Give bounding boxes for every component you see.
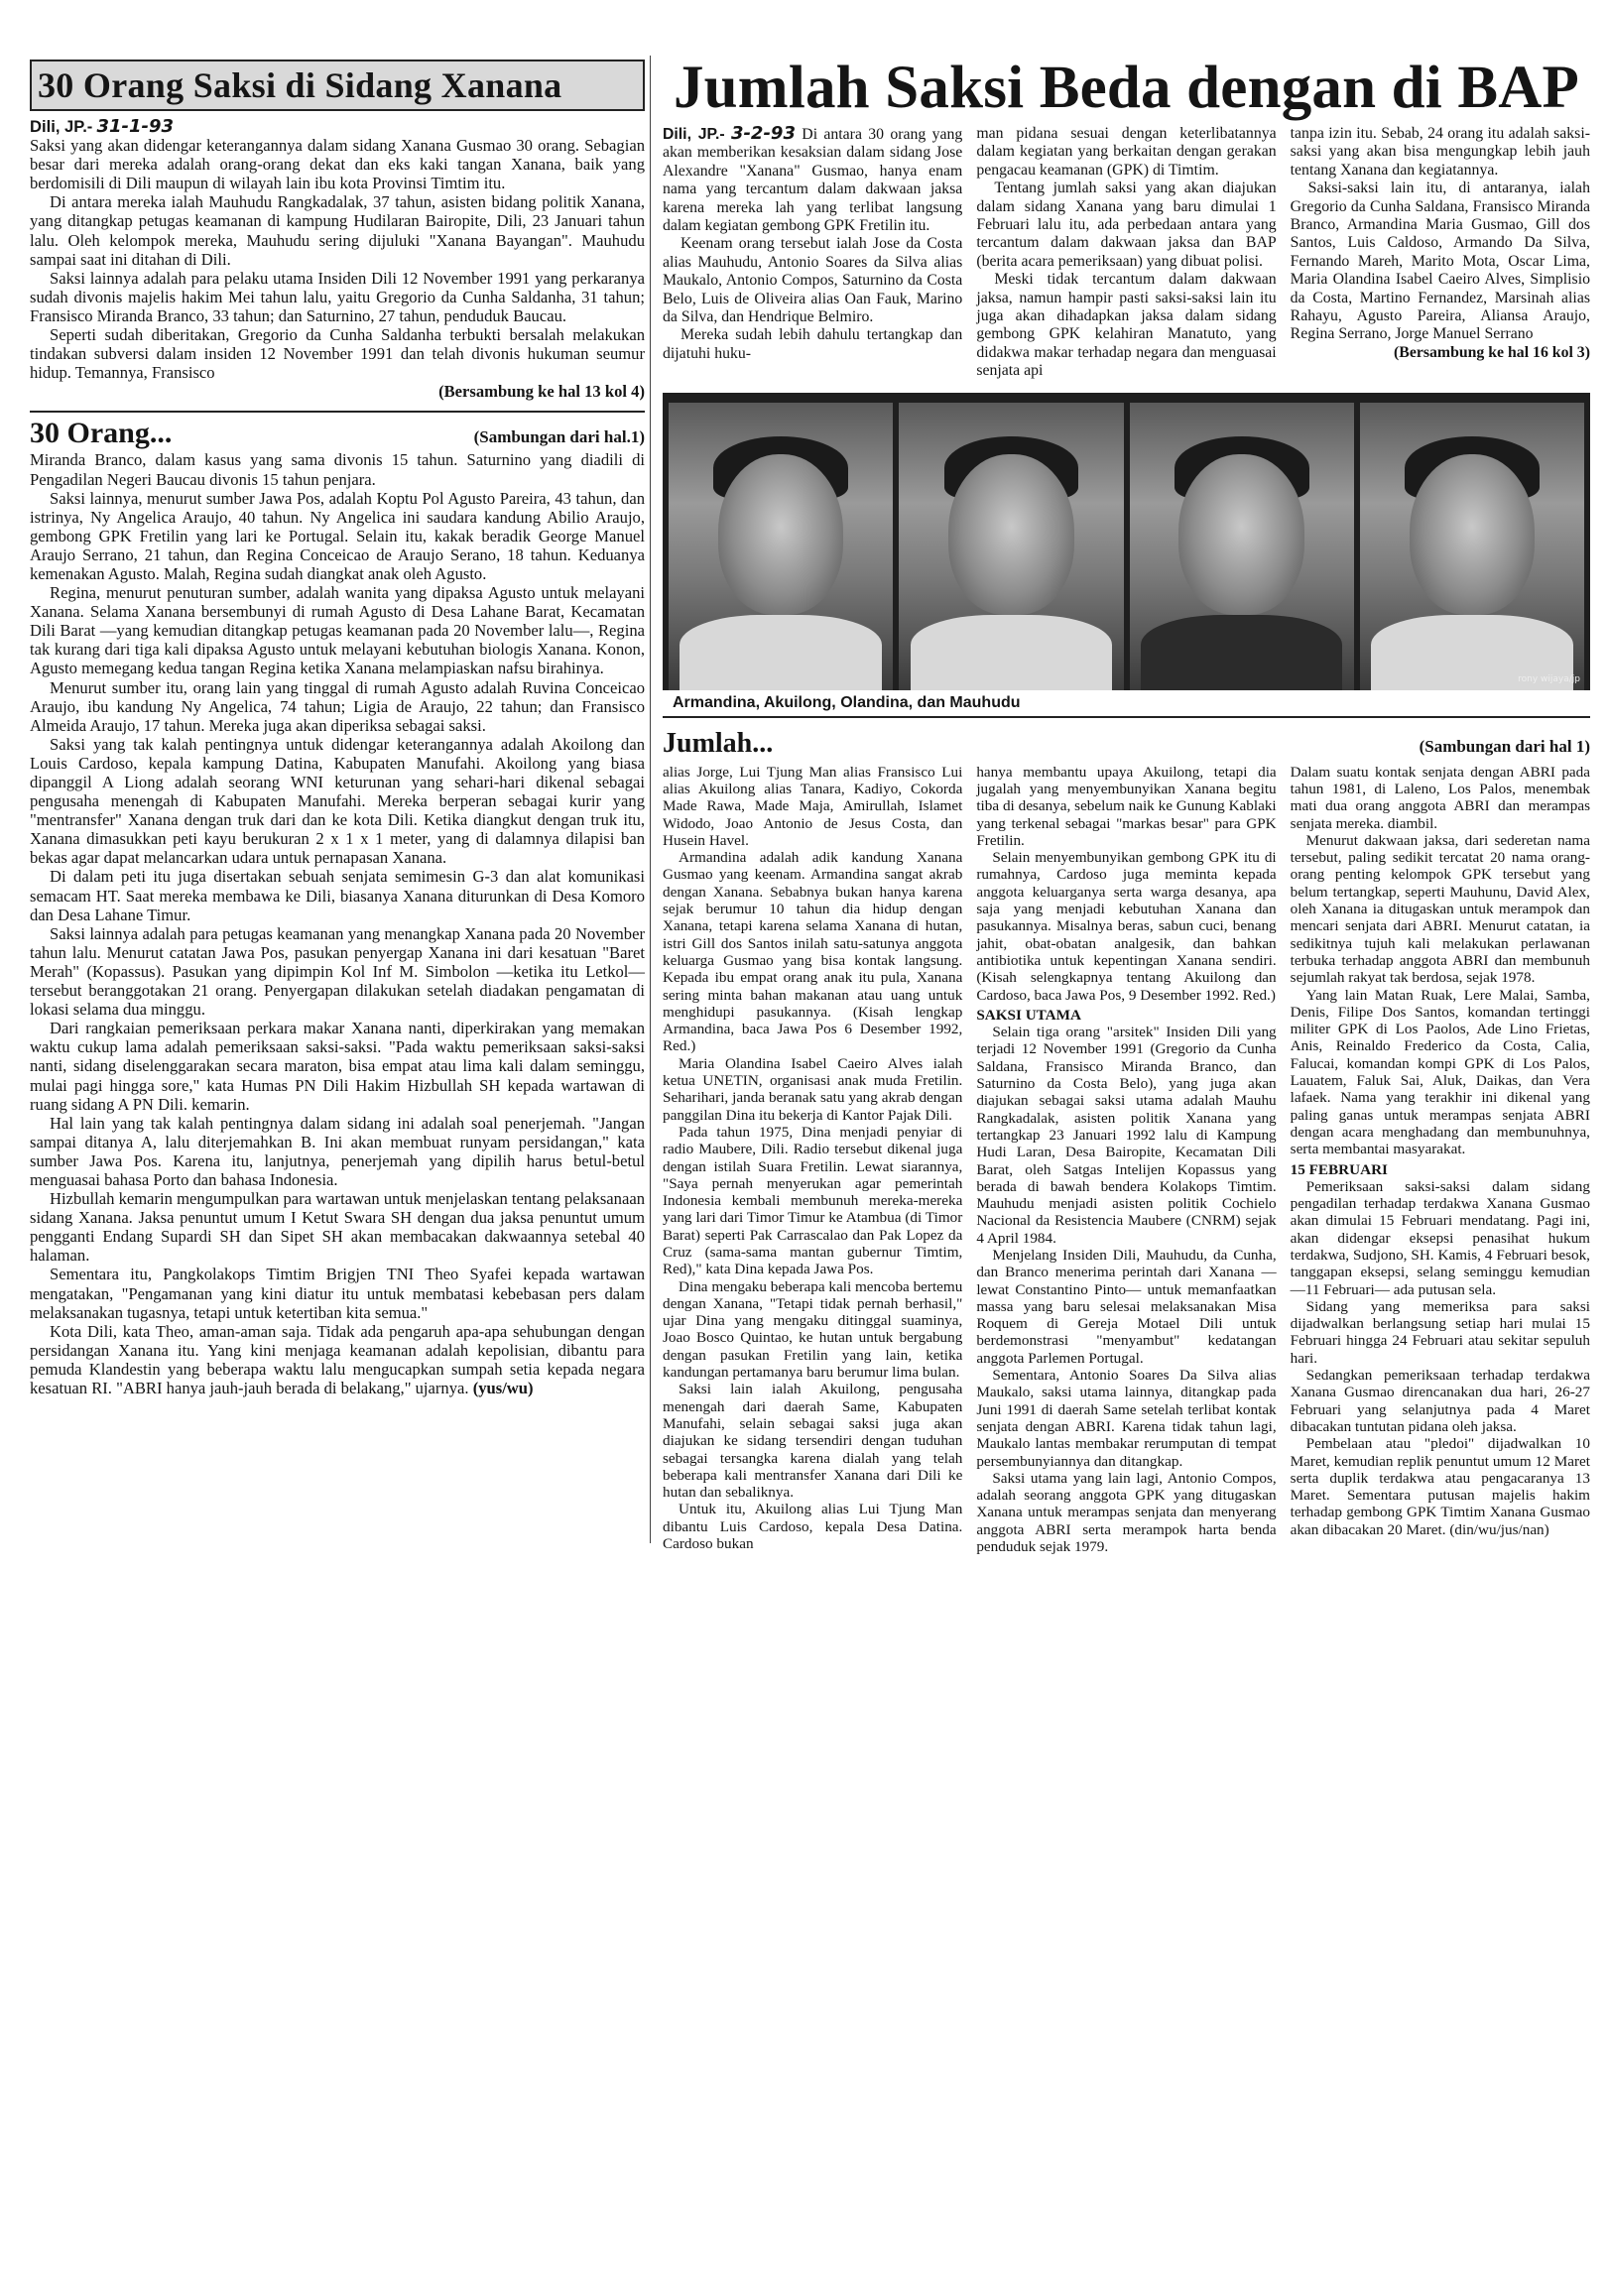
right-paragraph: Mereka sudah lebih dahulu tertangkap dan dijatuhi huku- xyxy=(663,326,963,362)
right-lead-column-1 xyxy=(663,125,962,381)
right-cont-paragraph: Pada tahun 1975, Dina menjadi penyiar di radio Maubere, Dili. Radio tersebut dikenal juga dengan istilah Suara Fretilin. Lewat siarannya, "Saya pernah menyerukan agar pemerintah Indonesia kembali membunuh mereka-mereka yang lari dari Timor Timur ke Atambua (di Timor Barat) seperti Pak Carrascalao dan Pak Lopez da Cruz (sama-sama mantan gubernur Timtim, Red)," kata Dina kepada Jawa Pos. xyxy=(663,1123,963,1278)
right-continued-note: (Bersambung ke hal 16 kol 3) xyxy=(1394,343,1590,361)
right-clipping xyxy=(663,56,1590,1555)
right-continuation-title: Jumlah... xyxy=(663,727,774,759)
left-continuation-body xyxy=(30,450,645,1397)
left-cont-paragraph: Regina, menurut penuturan sumber, adalah wanita yang dipaksa Agusto untuk melayani Xanana. Selama Xanana bersembunyi di rumah Agusto di Desa Lahane Barat, Kecamatan Dili Barat —yang kemudian ditangkap petugas keamanan pada 20 November lalu—, Regina tak kurang dari tiga kali dipaksa Agusto untuk melayani kebutuhan biologis Xanana. Konon, Agusto memegang kedua tangan Regina ketika Xanana melampiaskan nafsu birahinya. xyxy=(30,583,645,678)
left-cont-paragraph xyxy=(30,1322,645,1397)
portrait-akuilong xyxy=(899,403,1123,690)
right-cont-paragraph: Untuk itu, Akuilong alias Lui Tjung Man dibantu Luis Cardoso, kepala Desa Datina. Cardoso bukan xyxy=(663,1501,963,1553)
left-cont-paragraph: Di dalam peti itu juga disertakan sebuah senjata semimesin G-3 dan alat komunikasi semacam HT. Saat mereka membawa ke Dili, biasanya Xanana diturunkan di Desa Komoro dan Desa Lahane Timur. xyxy=(30,867,645,924)
news-photo xyxy=(663,393,1590,690)
left-cont-paragraph: Saksi lainnya, menurut sumber Jawa Pos, adalah Koptu Pol Agusto Pareira, 43 tahun, dan istrinya, Ny Angelica Araujo, 40 tahun. Ny Angelica ini saudara kandung Abilio Araujo, gembong GPK Fretilin yang lari ke Portugal. Selain itu, kakak beradik George Manuel Araujo Serrano, 21 tahun, dan Regina Conceicao de Araujo Serano, 18 tahun. Keduanya kemenakan Agusto. Malah, Regina sudah diangkat anak oleh Agusto. xyxy=(30,488,645,583)
left-cont-paragraph-text: Kota Dili, kata Theo, aman-aman saja. Tidak ada pengaruh apa-apa sehubungan dengan persidangan Xanana itu. Yang kini menjaga keamanan adalah kepolisian, dibantu para pemuda Klandestin yang beberapa waktu lalu mengucapkan sumpah setia kepada negara kesatuan RI. "ABRI hanya jauh-jauh berada di belakang," ujarnya. xyxy=(30,1321,645,1397)
section-subhead: 15 FEBRUARI xyxy=(1290,1160,1388,1178)
left-cont-paragraph: Hizbullah kemarin mengumpulkan para wartawan untuk menjelaskan tentang pelaksanaan sidang Xanana. Jaksa penuntut umum I Ketut Swara SH dengan dua jaksa penuntut umum pengganti Endang Supardi SH dan Sipet SH akan membacakan dakwaannya setebal 40 halaman. xyxy=(30,1189,645,1266)
right-paragraph xyxy=(663,125,962,235)
right-paragraph: Tentang jumlah saksi yang akan diajukan dalam sidang Xanana yang baru dimulai 1 Februari lalu itu, ada perbedaan antara yang tercantum dalam dakwaan jaksa dan BAP (berita acara pemeriksaan) yang dibuat polisi. xyxy=(976,180,1277,270)
right-cont-column-3 xyxy=(1291,764,1590,1556)
right-cont-paragraph: Sedangkan pemeriksaan terhadap terdakwa Xanana Gusmao direncanakan dua hari, 26-27 Februari yang selanjutnya pada 4 Maret dibacakan tuntutan pidana oleh jaksa. xyxy=(1290,1367,1590,1435)
left-headline: 30 Orang Saksi di Sidang Xanana xyxy=(30,60,645,111)
left-paragraph: Di antara mereka ialah Mauhudu Rangkadalak, 37 tahun, asisten bidang politik Xanana, yang ditangkap petugas keamanan di kampung Hudilaran Bairopite, Dili, 23 Januari tahun lalu. Oleh kelompok mereka, Mauhudu sering dijuluki "Xanana Bayangan". Mauhudu sampai saat ini ditahan di Dili. xyxy=(30,192,645,269)
right-cont-paragraph: Selain menyembunyikan gembong GPK itu di rumahnya, Cardoso juga meminta kepada anggota keluarganya serta warga desanya, apa saja yang menjadi kebutuhan Xanana dan pasukannya. Misalnya beras, sabun cuci, benang jahit, obat-obatan analgesik, dan bahkan antibiotika untuk kepentingan Xanana sendiri. (Kisah selengkapnya tentang Akuilong dan Cardoso, baca Jawa Pos, 9 Desember 1992. Red.) xyxy=(976,849,1277,1004)
left-cont-paragraph: Saksi yang tak kalah pentingnya untuk didengar keterangannya adalah Akoilong dan Louis Cardoso, kepala kampung Datina, Kabupaten Manufahi. Akoilong yang biasa dipanggil A Liong adalah seorang WNI keturunan yang sehari-hari dikenal sebagai pengusaha menengah di Kabupaten Manufahi. Mereka berperan sebagai kurir yang "mentransfer" Xanana dengan truk dari dan ke kota Dili. Ketika diangkut dengan truk itu, Xanana dimasukkan peti kayu berukuran 2 x 1 x 1 meter, yang di dalamnya dilapisi ban bekas agar dapat melancarkan udara untuk pernapasan Xanana. xyxy=(30,734,645,868)
right-headline: Jumlah Saksi Beda dengan di BAP xyxy=(673,55,1579,121)
right-paragraph: Saksi-saksi lain itu, di antaranya, ialah Gregorio da Cunha Saldana, Fransisco Miranda Branco, Armandina Maria Gusmao, Gill dos Santos, Luis Caldoso, Armando Da Silva, Fernando Mareh, Marito Mota, Oscar Lima, Maria Olandina Isabel Caeiro Alves, Simplisio da Costa, Martino Fernandez, Marsinah alias Rahayu, Agusto Pareira, Aliansa Araujo, Regina Serrano, Jorge Manuel Serrano xyxy=(1290,180,1590,343)
right-cont-paragraph: Menurut dakwaan jaksa, dari sederetan nama tersebut, paling sedikit tercatat 20 nama orang-orang penting kelompok GPK tersebut yang belum tertangkap, seperti Mauhunu, David Alex, oleh Xanana ia ditugaskan untuk merampok dan mencari senjata dari ABRI. Menurut catatan, ia sedikitnya tujuh kali melakukan perlawanan terbuka terhadap anggota ABRI dan membunuh sejumlah rakyat tak berdosa, sejak 1978. xyxy=(1290,831,1590,987)
right-cont-column-1 xyxy=(663,764,962,1556)
right-cont-paragraph: Sementara, Antonio Soares Da Silva alias Maukalo, saksi utama lainnya, ditangkap pada Juni 1991 di daerah Same setelah terlibat kontak senjata dengan ABRI. Karena tidak tahun lagi, Maukalo lantas membakar rerumputan di tempat persembunyiannya dan ditangkap. xyxy=(976,1367,1277,1470)
photo-credit: rony wijaya/jp xyxy=(1518,673,1580,684)
left-clipping xyxy=(30,60,645,1397)
section-subhead: SAKSI UTAMA xyxy=(976,1006,1081,1024)
right-paragraph: tanpa izin itu. Sebab, 24 orang itu adalah saksi-saksi yang akan bisa mengungkap lebih jauh tentang Xanana dan kegiatannya. xyxy=(1290,125,1590,179)
right-dateline: Dili, JP.- xyxy=(663,126,725,143)
right-paragraph: man pidana sesuai dengan keterlibatannya dalam kegiatan yang berkaitan dengan gerakan pengacau keamanan (GPK) di Timtim. xyxy=(976,125,1277,179)
right-continuation-header xyxy=(663,728,1590,760)
left-paragraph-text: Saksi yang akan didengar keterangannya dalam sidang Xanana Gusmao 30 orang. Sebagian besar dari mereka adalah orang-orang dekat dan eks kaki tangan Xanana, baik yang berdomisili di Dili maupun di wilayah lain ibu kota Provinsi Timtim itu. xyxy=(30,136,645,193)
right-cont-paragraph: alias Jorge, Lui Tjung Man alias Fransisco Lui alias Akuilong alias Tanara, Kadiyo, Cokorda Made Rawa, Made Maja, Amirullah, Islamet Widodo, Joao Antonio de Jesus Costa, dan Husein Havel. xyxy=(663,763,963,849)
left-paragraph xyxy=(30,117,645,192)
portrait-armandina xyxy=(669,403,893,690)
left-continuation-title: 30 Orang... xyxy=(30,417,173,450)
left-cont-paragraph: Hal lain yang tak kalah pentingnya dalam sidang ini adalah soal penerjemah. "Jangan sampai ditanya A, lalu diterjemahkan B. Ini akan membuat runyam persidangan," kata sumber Jawa Pos. Karena itu, lanjutnya, penerjemah yang dipilih harus betul-betul menguasai bahasa Porto dan bahasa Indonesia. xyxy=(30,1113,645,1189)
left-handwritten-date: 31-1-93 xyxy=(96,116,175,137)
left-cont-paragraph: Menurut sumber itu, orang lain yang tinggal di rumah Agusto adalah Ruvina Conceicao Araujo, ibu kandung Ny Angelica, 74 tahun; Ligia de Araujo, 22 tahun; dan Fransisco Almeida Araujo, 17 tahun. Mereka juga akan diperiksa sebagai saksi. xyxy=(30,677,645,735)
photo-caption: Armandina, Akuilong, Olandina, dan Mauhudu xyxy=(663,690,1590,718)
left-cont-paragraph: Sementara itu, Pangkolakops Timtim Brigjen TNI Theo Syafei kepada wartawan mengatakan, "Pengamanan yang kini diatur itu untuk membatasi kebebasan pers dalam melaksanakan tugasnya, tetapi untuk ketertiban kita semua." xyxy=(30,1265,645,1322)
left-continuation-header xyxy=(30,411,645,450)
right-cont-paragraph: Dina mengaku beberapa kali mencoba bertemu dengan Xanana, "Tetapi tidak pernah berhasil," ujar Dina yang mengaku ditinggal suaminya, Joao Bosco Quintao, ke hutan untuk bergabung dengan pasukan Fretilin yang lain, ketika kandungan pertamanya baru berumur lima bulan. xyxy=(663,1277,963,1382)
right-cont-paragraph: Selain tiga orang "arsitek" Insiden Dili yang terjadi 12 November 1991 (Gregorio da Cunha Saldana, Fransisco Miranda Branco, dan Saturnino da Costa Belo), yang juga akan diajukan sebagai saksi utama adalah Mauhu Rangkadalak, asisten politik Xanana yang tertangkap 23 Januari 1992 lalu di Kampung Hudi Laran, Desa Bairopite, Kecamatan Dili Barat, oleh Satgas Intelijen Kopassus yang berada di bawah bendera Kolakops Timtim. Mauhudu menjadi asisten politik Cochielo Nacional da Resistencia Maubere (CNRM) sejak 4 April 1984. xyxy=(976,1024,1277,1247)
right-lead-column-3 xyxy=(1291,125,1590,381)
right-cont-paragraph: Menjelang Insiden Dili, Mauhudu, da Cunha, dan Branco menerima perintah dari Xanana —lewat Constantino Pinto— untuk memanfaatkan massa yang baru selesai melaksanakan Misa Roquem di Gereja Motael Dili untuk berdemonstrasi "menyambut" kedatangan anggota Parlemen Portugal. xyxy=(976,1247,1277,1367)
right-paragraph-text: Di antara 30 orang yang akan memberikan kesaksian dalam sidang Jose Alexandre "Xanana" Gusmao, hanya enam nama yang tercantum dalam dakwaan jaksa karena mereka lah yang terlibat langsung dalam kegiatan gembong GPK Fretilin itu. xyxy=(663,126,963,235)
left-dateline: Dili, JP.- xyxy=(30,117,93,136)
column-divider xyxy=(650,56,651,1543)
right-cont-paragraph: Dalam suatu kontak senjata dengan ABRI pada tahun 1981, di Laleno, Los Palos, menembak mati dua orang anggota ABRI dan merampas senjata mereka. diambil. xyxy=(1290,763,1590,832)
portrait-olandina xyxy=(1130,403,1354,690)
right-cont-paragraph: Pemeriksaan saksi-saksi dalam sidang pengadilan terhadap terdakwa Xanana Gusmao akan dimulai 15 Februari mendatang. Pagi ini, akan didengar eksepsi penasihat hukum terdakwa, Sudjono, SH. Kamis, 4 Februari besok, tanggapan eksepsi, selang seminggu kemudian —11 Februari— ada putusan sela. xyxy=(1290,1177,1590,1298)
right-paragraph: Keenam orang tersebut ialah Jose da Costa alias Mauhudu, Antonio Soares da Silva alias Maukalo, Antonio Compos, Saturnino da Costa Belo, Luis de Oliveira alias Oan Fauk, Marino da Silva, dan Hendrique Belmiro. xyxy=(663,235,963,326)
right-cont-paragraph: Sidang yang memeriksa para saksi dijadwalkan berlangsung setiap hari mulai 15 Februari hingga 24 Februari atau sekitar sepuluh hari. xyxy=(1290,1297,1590,1367)
right-continuation-columns xyxy=(663,764,1590,1556)
right-cont-paragraph: Maria Olandina Isabel Caeiro Alves ialah ketua UNETIN, organisasi anak muda Fretilin. Seharihari, janda beranak satu yang akrab dengan panggilan Dina itu bekerja di Kantor Pajak Dili. xyxy=(663,1054,963,1124)
left-continued-note: (Bersambung ke hal 13 kol 4) xyxy=(438,382,645,402)
right-cont-paragraph: Saksi utama yang lain lagi, Antonio Compos, adalah seorang anggota GPK yang ditugaskan Xanana untuk merampas senjata dan menyerang anggota ABRI serta merampok harta benda penduduk sejak 1979. xyxy=(976,1469,1277,1556)
right-lead-column-2 xyxy=(976,125,1276,381)
left-continuation-from: (Sambungan dari hal.1) xyxy=(473,427,645,447)
left-article-body xyxy=(30,117,645,401)
right-cont-paragraph: Armandina adalah adik kandung Xanana Gusmao yang keenam. Armandina sangat akrab dengan Xanana. Sebabnya bukan hanya karena sejak berumur 10 tahun dia hidup dengan Xanana, tetapi karena selama Xanana di hutan, istri Gill dos Santos inilah satu-satunya anggota keluarga Gusmao yang bisa kontak langsung. Kepada ibu empat orang anak itu pula, Xanana sering minta bahan makanan atau uang untuk menghidupi pasukannya. (Kisah lengkap Armandina, baca Jawa Pos 6 Desember 1992, Red.) xyxy=(663,849,963,1055)
photo-block xyxy=(663,393,1590,718)
right-lead-columns xyxy=(663,125,1590,381)
right-cont-paragraph: Saksi lain ialah Akuilong, pengusaha menengah dari daerah Same, Kabupaten Manufahi, selain sebagai saksi juga akan diajukan ke sidang tersendiri dengan tuduhan sebagai tersangka karena dialah yang telah beberapa kali mentransfer Xanana dari Dili ke hutan dan sebaliknya. xyxy=(663,1381,963,1502)
left-cont-paragraph: Miranda Branco, dalam kasus yang sama divonis 15 tahun. Saturnino yang diadili di Pengadilan Negeri Baucau divonis 15 tahun penjara. xyxy=(30,450,645,489)
right-cont-paragraph: Yang lain Matan Ruak, Lere Malai, Samba, Denis, Filipe Dos Santos, komandan tertinggi militer GPK di Los Paolos, Ade Lino Frietas, Anis, Reinaldo Frederico da Costa, Calia, Falucai, komandan kompi GPK di Los Palos, Lauatem, Faluk Sai, Aluk, Daikas, dan Vera lafaek. Nama yang terakhir ini dikenal yang paling ganas untuk merampas senjata ABRI dengan acara menghadang dan membunuhnya, serta membantai masyarakat. xyxy=(1290,986,1590,1158)
right-continuation-from: (Sambungan dari hal 1) xyxy=(1419,736,1590,756)
left-paragraph: Saksi lainnya adalah para pelaku utama Insiden Dili 12 November 1991 yang perkaranya sudah divonis majelis hakim Mei tahun lalu, yaitu Gregorio da Cunha Saldanha, 31 tahun; Fransisco Miranda Branco, 33 tahun; dan Saturnino, 27 tahun, penduduk Baucau. xyxy=(30,268,645,325)
right-cont-column-2 xyxy=(976,764,1276,1556)
right-cont-paragraph: Pembelaan atau "pledoi" dijadwalkan 10 Maret, kemudian replik penuntut umum 12 Maret serta duplik terdakwa atau pengacaranya 13 Maret. Sementara putusan majelis hakim terhadap gembong GPK Timtim Xanana Gusmao akan dibacakan 20 Maret. (din/wu/jus/nan) xyxy=(1290,1435,1590,1538)
right-handwritten-date: 3-2-93 xyxy=(730,123,796,144)
left-paragraph: Seperti sudah diberitakan, Gregorio da Cunha Saldanha terbukti bersalah melakukan tindakan subversi dalam insiden 12 November 1991 dan telah divonis hukuman seumur hidup. Temannya, Fransisco xyxy=(30,325,645,383)
left-signature: (yus/wu) xyxy=(472,1379,534,1397)
left-cont-paragraph: Saksi lainnya adalah para petugas keamanan yang menangkap Xanana pada 20 November tahun lalu. Menurut catatan Jawa Pos, pasukan penyergap Xanana ini dari kesatuan "Baret Merah" (Kopassus). Pasukan yang dipimpin Kol Inf M. Simbolon —ketika itu Letkol— tersebut beranggotakan 21 orang. Penyergapan dilakukan setelah diadakan pengamatan di lokasi selama dua minggu. xyxy=(30,923,645,1020)
right-cont-paragraph: hanya membantu upaya Akuilong, tetapi dia jugalah yang menyembunyikan Xanana begitu tiba di desanya, sebelum naik ke Gunung Kablaki yang terkenal sebagai "markas besar" para GPK Fretilin. xyxy=(976,763,1277,849)
right-paragraph: Meski tidak tercantum dalam dakwaan jaksa, namun hampir pasti saksi-saksi lain itu juga akan dihadapkan jaksa dalam sidang gembong GPK kelahiran Manatuto, yang didakwa makar terhadap negara dan menguasai senjata api xyxy=(976,271,1277,380)
left-cont-paragraph: Dari rangkaian pemeriksaan perkara makar Xanana nanti, diperkirakan yang memakan waktu cukup lama adalah pemeriksaan saksi-saksi. "Pada waktu pemeriksaan saksi-saksi nanti, sidang diselenggarakan secara maraton, bisa empat atau lima kali dalam seminggu, mulai pagi hingga sore," kata Humas PN Dili Hakim Hizbullah SH kepada wartawan di ruang sidang A PN Dili. kemarin. xyxy=(30,1019,645,1114)
portrait-mauhudu xyxy=(1360,403,1584,690)
